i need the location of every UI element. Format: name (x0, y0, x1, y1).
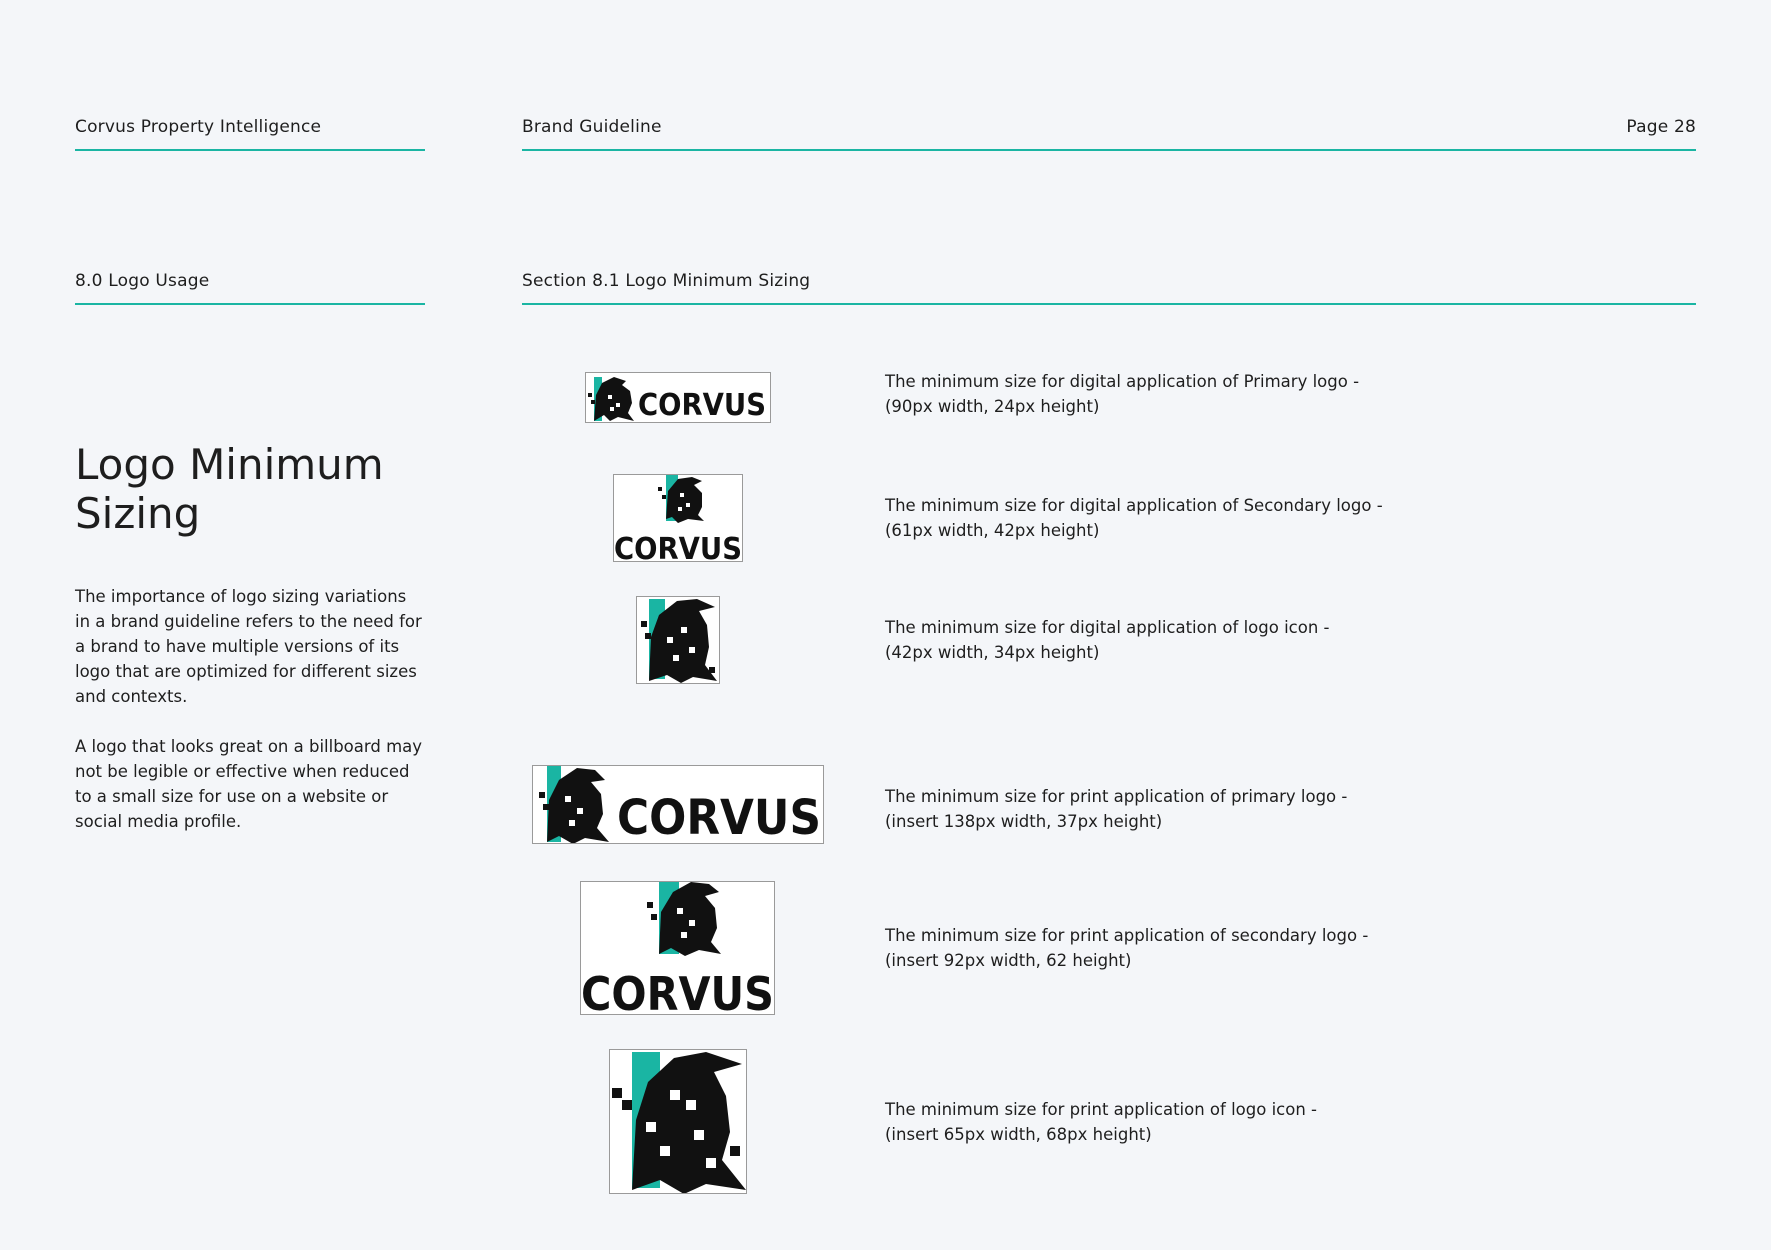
logo-icon-print (609, 1049, 747, 1194)
logo-wordmark: CORVUS (614, 532, 742, 563)
sizing-description-line2: (insert 65px width, 68px height) (885, 1125, 1152, 1144)
detail-paragraph: A logo that looks great on a billboard may not be legible or effective when reduced to a small size for use on a website or social media profile. (75, 737, 423, 831)
sizing-description-line2: (insert 138px width, 37px height) (885, 812, 1163, 831)
header-rule-left (75, 149, 425, 151)
logo-secondary-digital (613, 474, 743, 562)
sizing-description-line2: (90px width, 24px height) (885, 397, 1100, 416)
section-rule-right (522, 303, 1696, 305)
logo-wordmark: CORVUS (581, 967, 774, 1016)
logo-wordmark: CORVUS (638, 388, 766, 423)
logo-primary-print (532, 765, 824, 844)
company-name: Corvus Property Intelligence (75, 117, 322, 137)
sizing-description-line1: The minimum size for print application of logo icon - (885, 1100, 1317, 1119)
sizing-description-line2: (insert 92px width, 62 height) (885, 951, 1132, 970)
sizing-description (885, 493, 1445, 543)
subsection-label: Section 8.1 Logo Minimum Sizing (522, 271, 811, 291)
sizing-description (885, 784, 1445, 834)
intro-paragraph: The importance of logo sizing variations in a brand guideline refers to the need for a brand to have multiple versions of its logo that are optimized for different sizes and contexts. (75, 587, 422, 706)
section-rule-left (75, 303, 425, 305)
page-number: Page 28 (1626, 117, 1696, 137)
sizing-description (885, 923, 1445, 973)
logo-icon-digital (636, 596, 720, 684)
sizing-description-line1: The minimum size for print application of primary logo - (885, 787, 1348, 806)
logo-wordmark: CORVUS (617, 790, 821, 845)
sizing-description-line1: The minimum size for digital application of Secondary logo - (885, 496, 1383, 515)
sizing-description-line2: (42px width, 34px height) (885, 643, 1100, 662)
sizing-description (885, 1097, 1445, 1147)
logo-primary-digital (585, 372, 771, 423)
sizing-description (885, 369, 1445, 419)
chapter-label: 8.0 Logo Usage (75, 271, 210, 291)
sizing-description-line2: (61px width, 42px height) (885, 521, 1100, 540)
header-rule-right (522, 149, 1696, 151)
document-title: Brand Guideline (522, 117, 662, 137)
logo-secondary-print (580, 881, 775, 1015)
sizing-description-line1: The minimum size for print application of secondary logo - (885, 926, 1369, 945)
sizing-description-line1: The minimum size for digital application of Primary logo - (885, 372, 1360, 391)
sizing-description (885, 615, 1445, 665)
page-title: Logo Minimum Sizing (75, 440, 384, 538)
sizing-description-line1: The minimum size for digital application of logo icon - (885, 618, 1330, 637)
